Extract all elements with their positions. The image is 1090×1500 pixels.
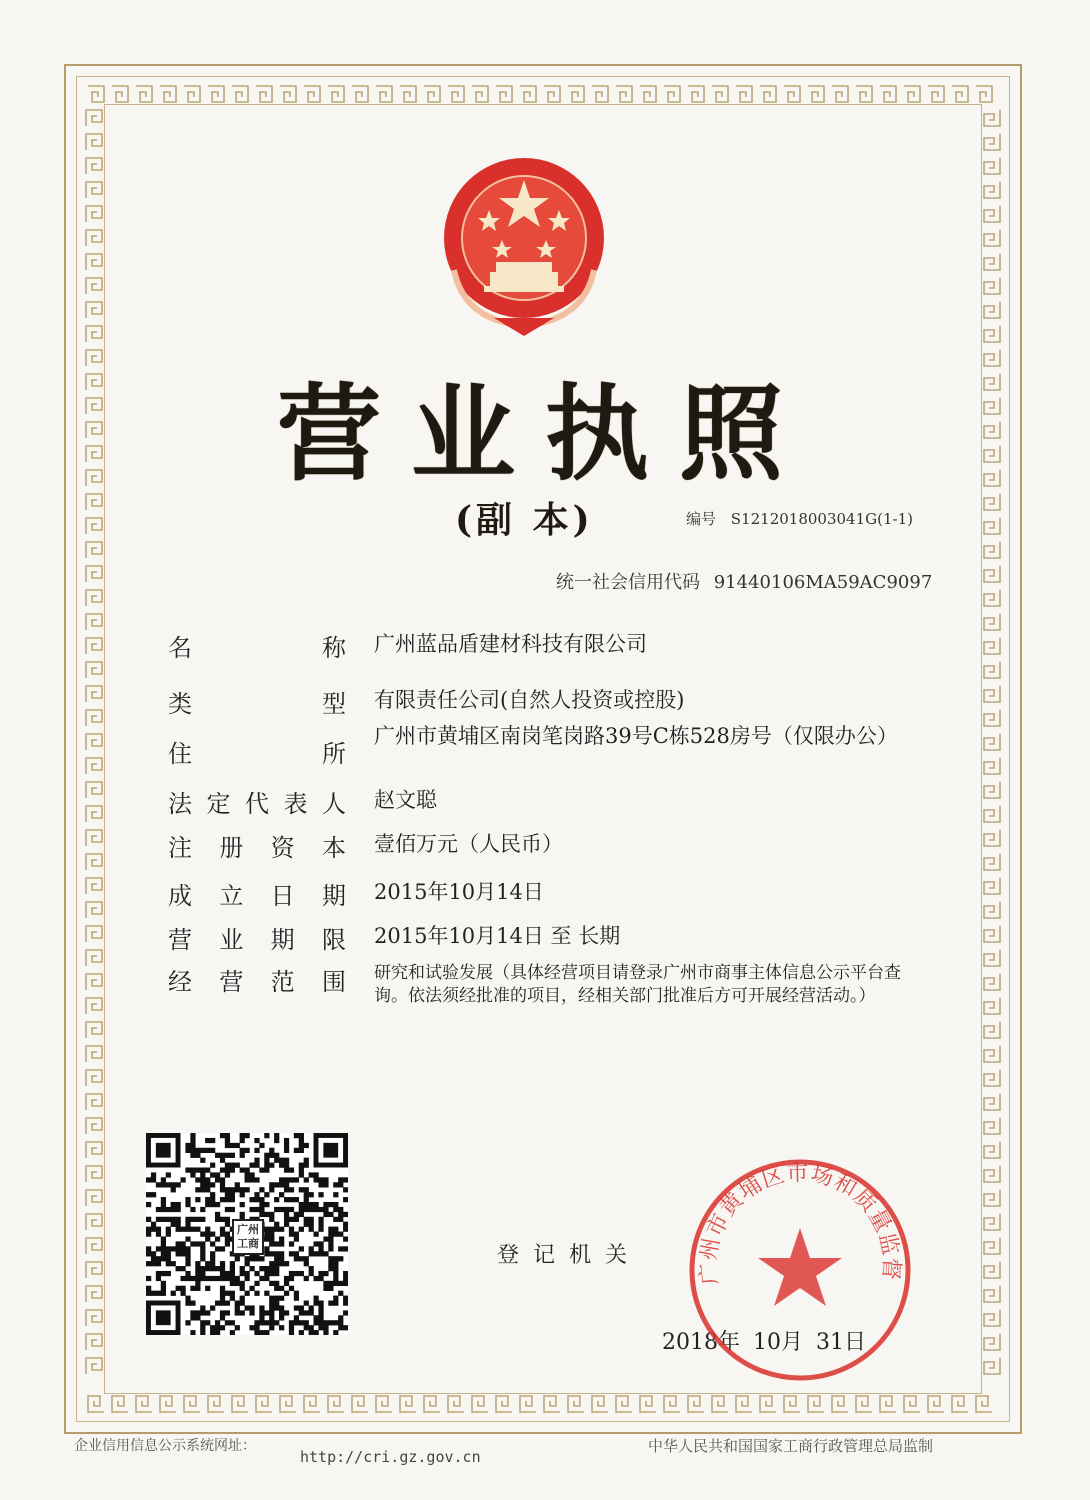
field-label-char: 成 [168, 882, 192, 910]
field-label-char: 资 [270, 834, 295, 862]
footer-issuer: 中华人民共和国国家工商行政管理总局监制 [648, 1437, 934, 1455]
field-label-char: 型 [322, 690, 346, 718]
field-label-char: 代 [245, 790, 269, 818]
qr-badge-line1: 广州 [237, 1223, 259, 1236]
serial-value: S1212018003041G(1-1) [730, 510, 913, 528]
field-label-char: 期 [270, 926, 295, 954]
field-value-term: 2015年10月14日 至 长期 [374, 924, 621, 948]
field-label-char: 本 [321, 834, 346, 862]
qr-code[interactable] [146, 1133, 348, 1335]
credit-code [556, 568, 932, 594]
field-label-char: 表 [283, 790, 308, 818]
field-label-char: 册 [219, 834, 244, 862]
field-value-established: 2015年10月14日 [374, 880, 544, 904]
document-title: 营业执照 [276, 372, 813, 495]
svg-text:广州市黄埔区市场和质量监督管理局: 广州市黄埔区市场和质量监督 [696, 1161, 904, 1286]
field-label-char: 期 [321, 882, 346, 910]
field-label-char: 经 [168, 968, 192, 996]
field-label [168, 784, 346, 819]
registration-authority: 登记机关 [497, 1243, 642, 1268]
field-value-address: 广州市黄埔区南岗笔岗路39号C栋528房号（仅限办公） [374, 724, 898, 748]
field-label [168, 734, 346, 769]
field-label-char: 立 [219, 882, 244, 910]
field-label [168, 920, 346, 955]
field-label-char: 住 [168, 740, 192, 768]
field-value-scope: 研究和试验发展（具体经营项目请登录广州市商事主体信息公示平台查询。依法须经批准的项目，经相关部门批准后方可开展经营活动。） [374, 963, 901, 1006]
serial-label: 编号 [686, 510, 717, 528]
field-value-capital: 壹佰万元（人民币） [374, 832, 563, 856]
national-emblem-icon [434, 150, 614, 340]
field-label-char: 日 [270, 882, 295, 910]
field-value-legal-rep: 赵文聪 [374, 788, 437, 812]
field-label [168, 876, 346, 911]
credit-code-value: 91440106MA59AC9097 [713, 572, 933, 593]
field-label-char: 限 [321, 926, 346, 954]
field-label [168, 628, 346, 663]
field-label-char: 称 [322, 634, 346, 662]
footer-url-link[interactable]: http://cri.gz.gov.cn [300, 1448, 481, 1466]
field-label-char: 围 [321, 968, 346, 996]
field-label-char: 类 [168, 690, 192, 718]
field-label [168, 684, 346, 719]
field-value-type: 有限责任公司(自然人投资或控股) [374, 688, 685, 712]
field-label-char: 所 [322, 740, 346, 768]
field-label [168, 828, 346, 863]
serial-number [686, 508, 913, 529]
qr-badge [232, 1219, 264, 1255]
field-label-char: 人 [322, 790, 346, 818]
document-subtitle: (副 本) [455, 499, 594, 541]
field-label [168, 962, 346, 997]
field-label-char: 名 [168, 634, 192, 662]
field-label-char: 定 [206, 790, 231, 818]
field-label-char: 营 [168, 926, 192, 954]
footer-site-label: 企业信用信息公示系统网址： [74, 1438, 256, 1454]
official-seal-icon [680, 1150, 920, 1390]
issue-date: 2018年 10月 31日 [662, 1330, 866, 1355]
field-label-char: 营 [219, 968, 244, 996]
field-label-char: 业 [219, 926, 244, 954]
field-label-char: 注 [168, 834, 192, 862]
field-label-char: 范 [270, 968, 295, 996]
credit-code-label: 统一社会信用代码 [556, 572, 700, 593]
field-value-name: 广州蓝品盾建材科技有限公司 [374, 632, 647, 656]
field-label-char: 法 [168, 790, 192, 818]
qr-badge-line2: 工商 [237, 1237, 259, 1250]
